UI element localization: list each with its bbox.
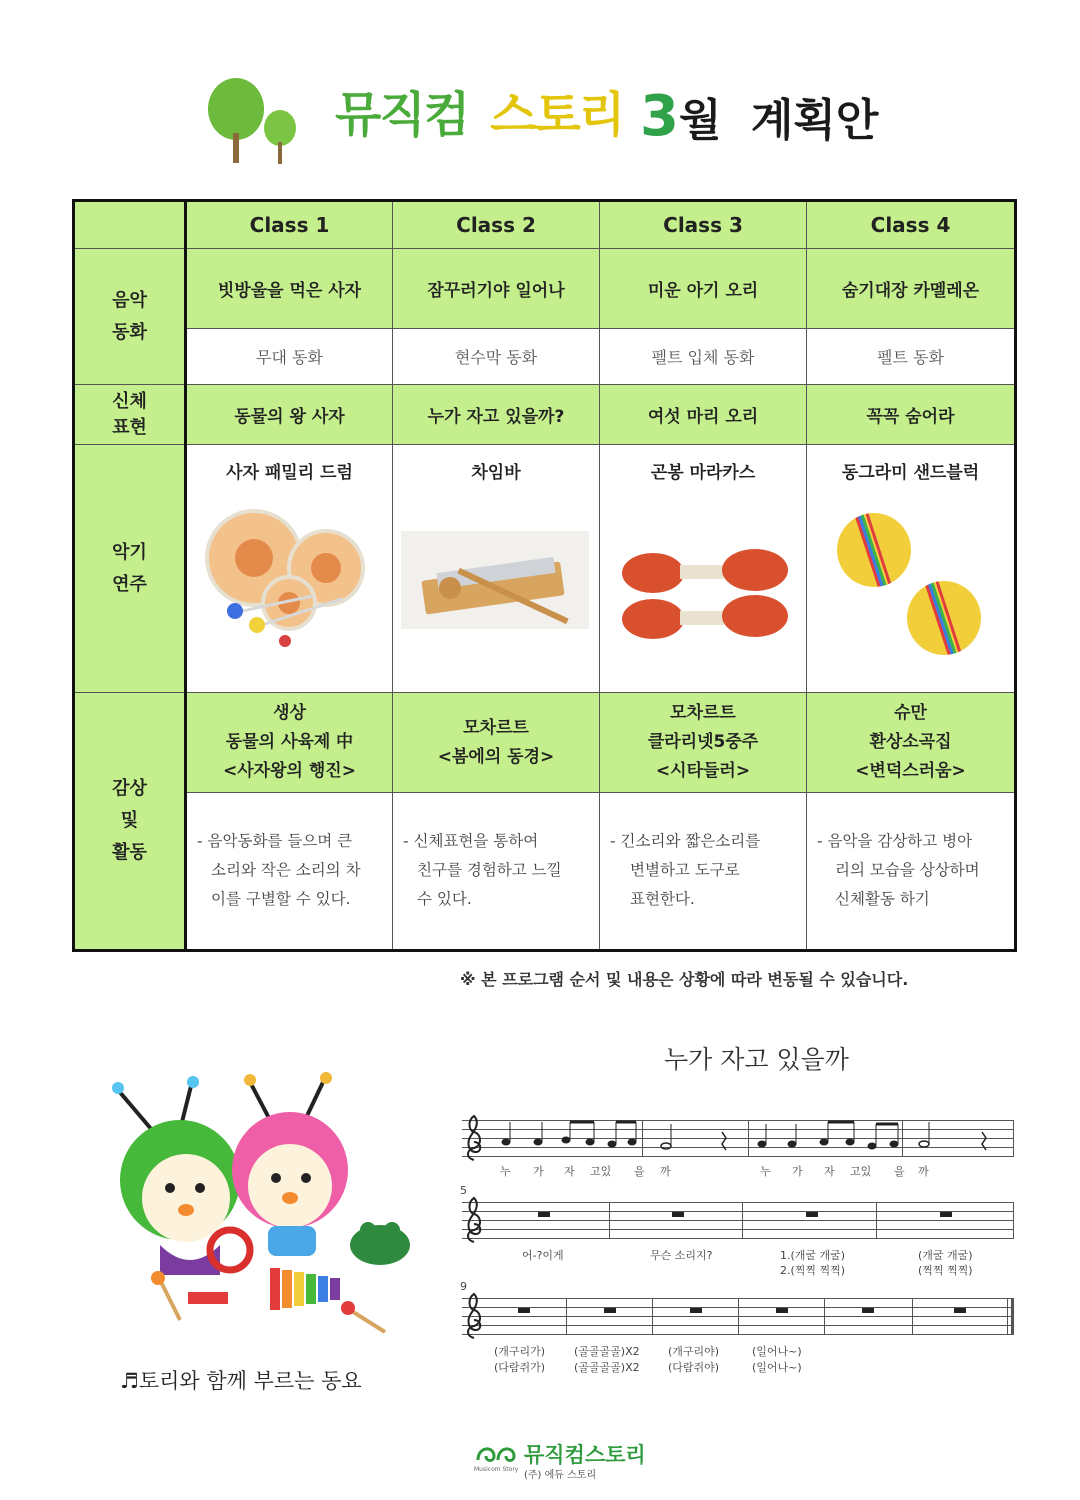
activity-line: 친구를 경험하고 느낄	[417, 861, 562, 879]
music-story-format-row	[74, 329, 1016, 385]
song-caption: ♬토리와 함께 부르는 동요	[120, 1369, 362, 1393]
activity-line: 수 있다.	[417, 890, 472, 908]
lyric: 가	[792, 1165, 803, 1178]
activity-line: 소리와 작은 소리의 차	[211, 861, 361, 879]
staff-line-2	[462, 1202, 1014, 1238]
row-label-line: 연주	[112, 573, 147, 595]
activity-line: 표현한다.	[630, 890, 695, 908]
lyric: 누	[760, 1165, 771, 1178]
plan-label: 계획안	[750, 95, 879, 146]
measure-number: 9	[460, 1280, 467, 1293]
story-title: 숨기대장 카멜레온	[807, 249, 1016, 329]
staff-line-3	[462, 1298, 1014, 1334]
brand-part1: 뮤직컴	[335, 87, 469, 143]
class-header: Class 1	[186, 201, 393, 249]
lyric: 을	[894, 1165, 905, 1178]
lyric: (개굴 개굴)	[918, 1249, 973, 1262]
piece-line: <봄에의 동경>	[437, 746, 555, 767]
sand-block-image	[807, 485, 1014, 665]
instrument-cell	[393, 445, 600, 693]
measure-number: 5	[460, 1184, 467, 1197]
instrument-row	[74, 445, 1016, 693]
brand-title	[335, 76, 623, 145]
story-title: 미운 아기 오리	[600, 249, 807, 329]
plan-title	[640, 84, 878, 149]
lyric: 누	[500, 1165, 511, 1178]
lyric: 고있	[590, 1165, 612, 1178]
row-label-line: 감상	[112, 778, 147, 799]
story-title: 빗방울을 먹은 사자	[186, 249, 393, 329]
staff-line-1	[462, 1120, 1014, 1156]
activity-description	[600, 793, 807, 951]
row-label-line: 동화	[112, 321, 147, 343]
row-label-line: 및	[120, 810, 139, 831]
chime-bar-image	[393, 485, 599, 665]
row-label-line: 음악	[112, 289, 147, 311]
kids-characters-illustration	[100, 1070, 420, 1350]
small-tree-icon	[264, 110, 300, 165]
activity-line: - 긴소리와 짧은소리를	[610, 832, 761, 850]
instrument-name: 사자 패밀리 드럼	[226, 463, 353, 483]
music-swirl-logo-icon	[474, 1436, 520, 1466]
lyric: 자	[824, 1165, 835, 1178]
lion-drum-image	[187, 485, 392, 665]
row-label-line: 표현	[112, 416, 147, 438]
lyric: (개구리가)	[494, 1345, 546, 1358]
story-format: 무대 동화	[186, 329, 393, 385]
piece-line: 동물의 사육제 中	[225, 732, 354, 752]
activity-line: 이를 구별할 수 있다.	[211, 890, 351, 908]
class-header: Class 4	[807, 201, 1016, 249]
lyric: 2.(찍찍 찍찍)	[780, 1264, 846, 1277]
piece-line: <사자왕의 행진>	[223, 761, 356, 781]
lyric: (골골골골)X2	[574, 1361, 640, 1374]
instrument-name: 곤봉 마라카스	[650, 463, 756, 483]
footer-name: 뮤직컴스토리	[524, 1443, 646, 1467]
plan-table	[72, 199, 1017, 952]
activity-line: - 음악을 감상하고 병아	[817, 832, 973, 850]
lyric: (찍찍 찍찍)	[918, 1264, 973, 1277]
lyric: (개구리야)	[668, 1345, 720, 1358]
schedule-notice: ※ 본 프로그램 순서 및 내용은 상황에 따라 변동될 수 있습니다.	[460, 970, 909, 989]
body-activity: 꼭꼭 숨어라	[807, 385, 1016, 445]
piece-line: 모차르트	[463, 717, 529, 738]
song-title: 누가 자고 있을까	[664, 1045, 849, 1074]
piece-line: <변덕스러움>	[855, 761, 966, 781]
month-suffix: 월	[678, 95, 722, 146]
activity-description	[186, 793, 393, 951]
lyric: 자	[564, 1165, 575, 1178]
story-format: 펠트 입체 동화	[600, 329, 807, 385]
activity-line: 변별하고 도구로	[630, 861, 740, 879]
whole-rests	[462, 1202, 1014, 1242]
lyric: (골골골골)X2	[574, 1345, 640, 1358]
instrument-cell	[186, 445, 393, 693]
instrument-name: 차임바	[471, 463, 521, 483]
corner-cell	[74, 201, 186, 249]
instrument-name: 동그라미 샌드블럭	[841, 463, 980, 483]
month-number: 3	[640, 84, 679, 149]
piece-line: <시타들러>	[655, 761, 751, 781]
appreciation-piece-row	[74, 693, 1016, 793]
appreciation-piece	[393, 693, 600, 793]
row-label-line: 악기	[112, 541, 147, 563]
row-label-line: 활동	[112, 842, 147, 863]
story-format: 펠트 동화	[807, 329, 1016, 385]
maracas-image	[600, 485, 806, 665]
lyric: 어-?이게	[522, 1249, 564, 1262]
instrument-cell	[807, 445, 1016, 693]
whole-rests	[462, 1298, 1014, 1338]
lyric: (일어나~)	[752, 1361, 802, 1374]
activity-description	[807, 793, 1016, 951]
activity-line: - 신체표현을 통하여	[403, 832, 539, 850]
activity-line: - 음악동화를 들으며 큰	[197, 832, 353, 850]
lyric: (일어나~)	[752, 1345, 802, 1358]
body-activity: 동물의 왕 사자	[186, 385, 393, 445]
brand-part2: 스토리	[490, 87, 624, 143]
body-activity: 여섯 마리 오리	[600, 385, 807, 445]
lyric: 까	[918, 1165, 929, 1178]
story-title: 잠꾸러기야 일어나	[393, 249, 600, 329]
notes	[462, 1120, 1014, 1160]
appreciation-piece	[807, 693, 1016, 793]
activity-line: 리의 모습을 상상하며	[835, 861, 980, 879]
class-header-row	[74, 201, 1016, 249]
footer-company: (주) 에듀 스토리	[524, 1470, 597, 1481]
story-format: 현수막 동화	[393, 329, 600, 385]
row-label-line: 신체	[112, 390, 147, 412]
row-label-body-expression	[74, 385, 186, 445]
row-label-instrument	[74, 445, 186, 693]
big-tree-icon	[208, 78, 268, 163]
page-header	[200, 70, 900, 170]
appreciation-activity-row	[74, 793, 1016, 951]
appreciation-piece	[600, 693, 807, 793]
piece-line: 슈만	[894, 703, 927, 723]
lyric: 무슨 소리지?	[650, 1249, 713, 1262]
music-story-title-row	[74, 249, 1016, 329]
instrument-cell	[600, 445, 807, 693]
appreciation-piece	[186, 693, 393, 793]
lyric: 가	[533, 1165, 544, 1178]
lyric: (다람쥐가)	[494, 1361, 546, 1374]
lyric: 까	[660, 1165, 671, 1178]
lyric: 1.(개굴 개굴)	[780, 1249, 846, 1262]
activity-line: 신체활동 하기	[835, 890, 930, 908]
piece-line: 환상소곡집	[869, 732, 952, 752]
lyric: 고있	[850, 1165, 872, 1178]
piece-line: 모차르트	[670, 703, 736, 723]
lyric: 을	[634, 1165, 645, 1178]
class-header: Class 2	[393, 201, 600, 249]
row-label-music-story	[74, 249, 186, 385]
class-header: Class 3	[600, 201, 807, 249]
body-activity: 누가 자고 있을까?	[393, 385, 600, 445]
piece-line: 클라리넷5중주	[647, 732, 759, 752]
body-expression-row	[74, 385, 1016, 445]
lyric: (다람쥐야)	[668, 1361, 720, 1374]
piece-line: 생상	[273, 703, 306, 723]
activity-description	[393, 793, 600, 951]
footer-en-name: Musicom Story	[474, 1466, 519, 1473]
row-label-appreciation	[74, 693, 186, 951]
